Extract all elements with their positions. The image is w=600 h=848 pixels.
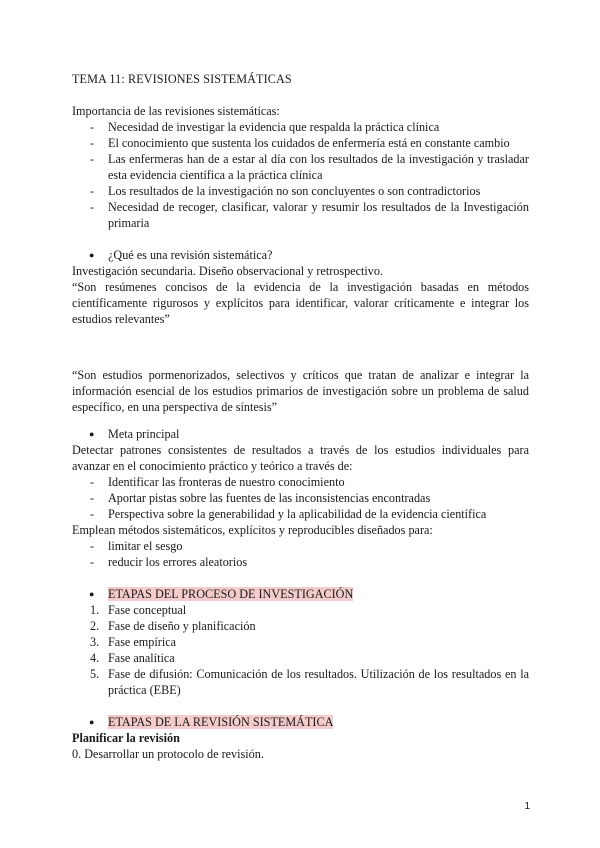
bullet-icon: ●	[89, 589, 95, 599]
what-is-heading: ● ¿Qué es una revisión sistemática?	[89, 248, 273, 262]
secondary-research-text: Investigación secundaria. Diseño observacional y retrospectivo.	[72, 264, 384, 278]
list-item: 4. Fase analítica	[90, 651, 175, 665]
goal-text: Detectar patrones consistentes de resultados a través de los estudios individuales para avanzar en el conocimiento práctico y teórico a través de:	[72, 443, 529, 473]
list-item: - El conocimiento que sustenta los cuidados de enfermería está en constante cambio	[72, 135, 529, 151]
list-item: - Necesidad de recoger, clasificar, valorar y resumir los resultados de la Investigación primaria	[72, 199, 529, 231]
page-number: 1	[524, 801, 530, 812]
bullet-icon: ●	[89, 429, 95, 439]
list-item: 5. Fase de difusión: Comunicación de los resultados. Utilización de los resultados en la práctica (EBE)	[90, 667, 529, 697]
list-item: - reducir los errores aleatorios	[72, 554, 529, 570]
list-item: - Aportar pistas sobre las fuentes de las inconsistencias encontradas	[72, 490, 529, 506]
importance-list	[72, 119, 529, 231]
list-item: - limitar el sesgo	[72, 538, 529, 554]
bullet-icon: ●	[89, 717, 95, 727]
document-title: TEMA 11: REVISIONES SISTEMÁTICAS	[72, 72, 292, 86]
list-item: - Los resultados de la investigación no son concluyentes o son contradictorios	[72, 183, 529, 199]
list-item: - Necesidad de investigar la evidencia que respalda la práctica clínica	[72, 119, 529, 135]
list-item: 2. Fase de diseño y planificación	[90, 619, 256, 633]
goal-list	[72, 474, 529, 522]
stages-review-heading: ● ETAPAS DE LA REVISIÓN SISTEMÁTICA	[89, 715, 334, 729]
plan-step-0: 0. Desarrollar un protocolo de revisión.	[72, 747, 264, 761]
document-page	[72, 71, 529, 762]
list-item: - Las enfermeras han de a estar al día con los resultados de la investigación y trasladar esta evidencia científica a la práctica clínica	[72, 151, 529, 183]
list-item: - Identificar las fronteras de nuestro conocimiento	[72, 474, 529, 490]
bullet-icon: ●	[89, 250, 95, 260]
methods-text: Emplean métodos sistemáticos, explícitos y reproducibles diseñados para:	[72, 523, 433, 537]
list-item: 1. Fase conceptual	[90, 603, 187, 617]
importance-intro: Importancia de las revisiones sistemáticas:	[72, 104, 280, 118]
definition-quote-2: “Son estudios pormenorizados, selectivos y críticos que tratan de analizar e integrar la información esencial de los estudios primarios de investigación sobre un problema de salud específico, en una perspectiva de síntesis”	[72, 368, 529, 414]
research-stages-list	[72, 602, 529, 698]
stages-research-heading: ● ETAPAS DEL PROCESO DE INVESTIGACIÓN	[89, 587, 354, 601]
plan-heading: Planificar la revisión	[72, 731, 180, 745]
list-item: - Perspectiva sobre la generabilidad y la aplicabilidad de la evidencia científica	[72, 506, 529, 522]
list-item: 3. Fase empírica	[90, 635, 177, 649]
definition-quote-1: “Son resúmenes concisos de la evidencia de la investigación basadas en métodos científicamente rigurosos y explícitos para identificar, valorar críticamente e integrar los estudios relevantes”	[72, 280, 529, 326]
methods-list	[72, 538, 529, 570]
main-goal-heading: ● Meta principal	[89, 427, 180, 441]
